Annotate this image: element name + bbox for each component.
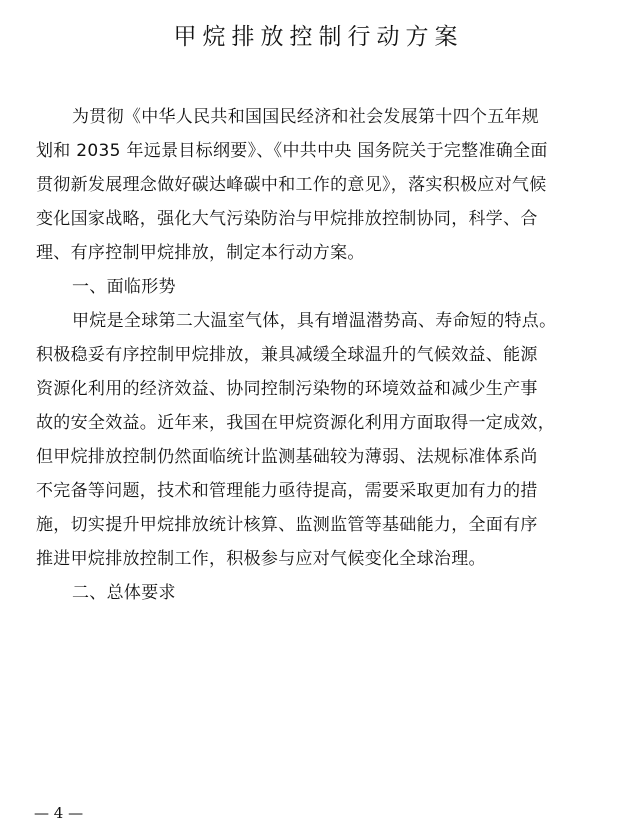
section1-line: 积极稳妥有序控制甲烷排放，兼具减缓全球温升的气候效益、能源: [36, 345, 538, 365]
intro-line: 贯彻新发展理念做好碳达峰碳中和工作的意见》，落实积极应对气候: [36, 175, 547, 195]
section1-line: 施，切实提升甲烷排放统计核算、监测监管等基础能力，全面有序: [36, 515, 538, 535]
section1-line: 甲烷是全球第二大温室气体，具有增温潜势高、寿命短的特点。: [72, 311, 557, 331]
section1-line: 故的安全效益。近年来，我国在甲烷资源化利用方面取得一定成效，: [36, 413, 555, 433]
intro-line: 划和 2035 年远景目标纲要》、《中共中央 国务院关于完整准确全面: [36, 141, 548, 161]
document-body: [36, 100, 604, 610]
section-heading-requirements: 二、总体要求: [72, 583, 176, 603]
section1-line: 推进甲烷排放控制工作，积极参与应对气候变化全球治理。: [36, 549, 486, 569]
section1-line: 资源化利用的经济效益、协同控制污染物的环境效益和减少生产事: [36, 379, 538, 399]
section1-line: 但甲烷排放控制仍然面临统计监测基础较为薄弱、法规标准体系尚: [36, 447, 538, 467]
page-number: — 4 —: [34, 804, 84, 822]
intro-line: 变化国家战略，强化大气污染防治与甲烷排放控制协同，科学、合: [36, 209, 538, 229]
document-title: 甲烷排放控制行动方案: [173, 24, 464, 50]
intro-line: 为贯彻《中华人民共和国国民经济和社会发展第十四个五年规: [72, 107, 540, 127]
intro-line: 理、有序控制甲烷排放，制定本行动方案。: [36, 243, 365, 263]
section1-line: 不完备等问题，技术和管理能力亟待提高，需要采取更加有力的措: [36, 481, 538, 501]
section-heading-situation: 一、面临形势: [72, 277, 176, 297]
